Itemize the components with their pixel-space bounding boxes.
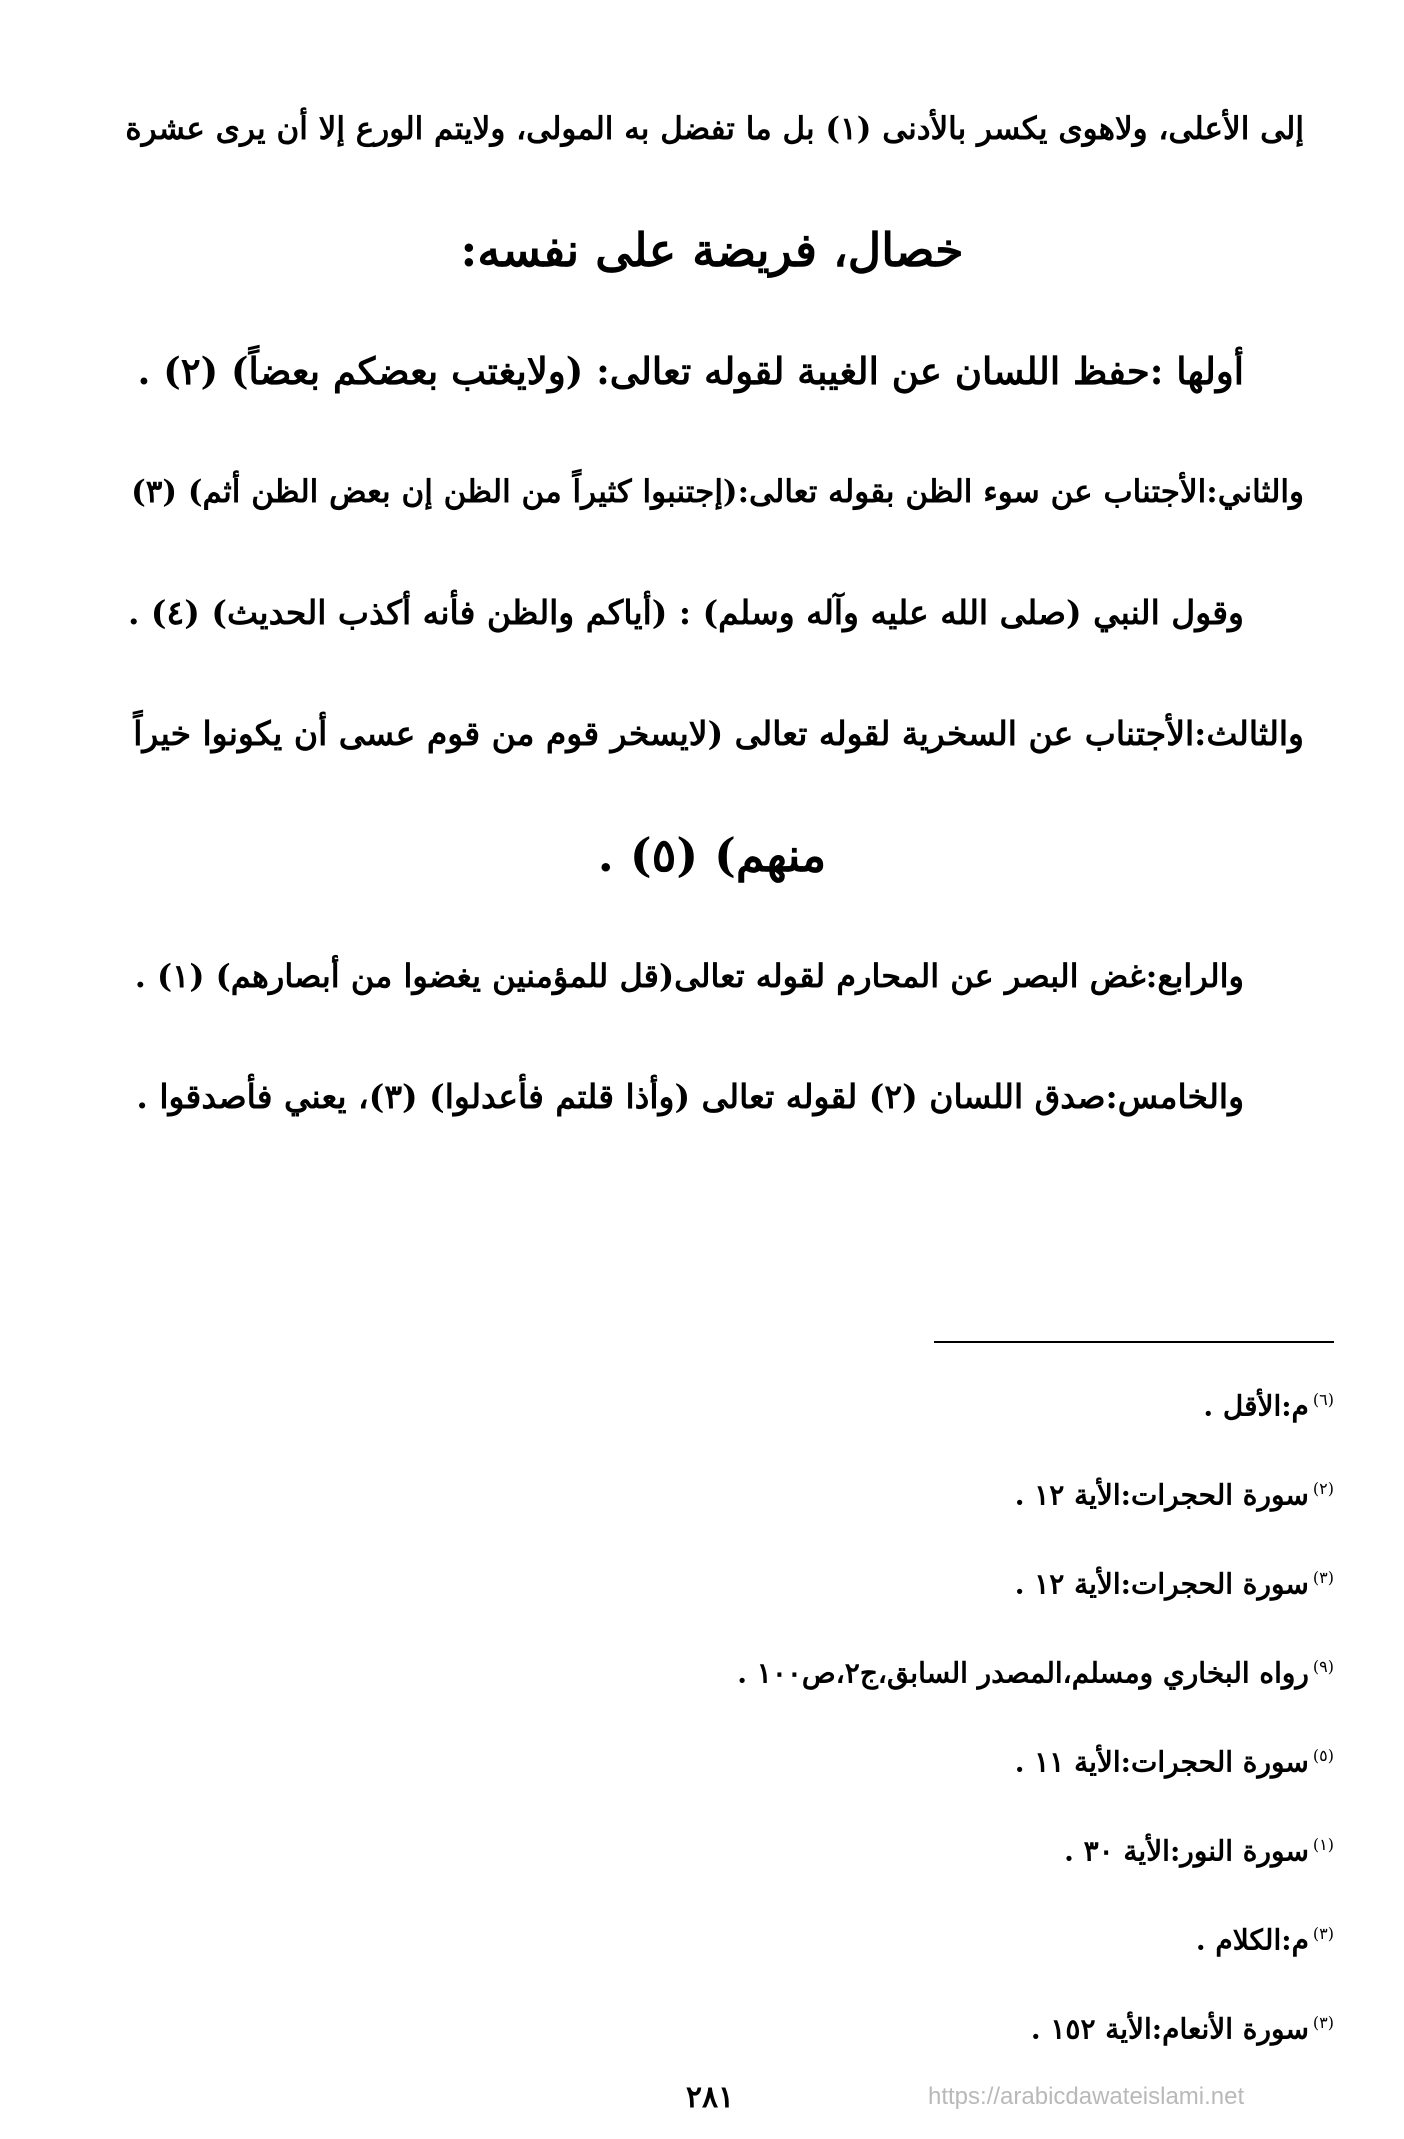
footnote-number: (٣) xyxy=(1312,2013,1334,2032)
footnote-item xyxy=(634,1734,1334,1778)
body-line-5: وقول النبي (صلى الله عليه وآله وسلم) : (أياكم والظن فأنه أكذب الحديث) (٤) . xyxy=(127,593,1244,632)
page-number: ٢٨١ xyxy=(685,2080,735,2115)
body-line-7: منهم) (٥) . xyxy=(597,828,827,882)
footnote-number: (٣) xyxy=(1312,1924,1334,1943)
body-line-9: والخامس:صدق اللسان (٢) لقوله تعالى (وأذا قلتم فأعدلوا) (٣)، يعني فأصدقوا . xyxy=(136,1077,1244,1116)
footnote-item xyxy=(634,1912,1334,1956)
watermark-link[interactable]: https://arabicdawateislami.net xyxy=(928,2083,1245,2110)
body-text xyxy=(120,100,1304,1189)
footnote-text: سورة الحجرات:الأية ١٢ . xyxy=(1014,1478,1309,1512)
footnote-item xyxy=(634,2001,1334,2045)
footnote-text: سورة الحجرات:الأية ١٢ . xyxy=(1014,1567,1309,1601)
footnote-item xyxy=(634,1467,1334,1511)
footnote-number: (٦) xyxy=(1312,1390,1334,1409)
footnote-item xyxy=(634,1556,1334,1600)
footnotes xyxy=(634,1378,1334,2090)
body-line-6: والثالث:الأجتناب عن السخرية لقوله تعالى (لايسخر قوم من قوم عسى أن يكونوا خيراً xyxy=(133,714,1304,753)
body-line-8: والرابع:غض البصر عن المحارم لقوله تعالى(قل للمؤمنين يغضوا من أبصارهم) (١) . xyxy=(134,957,1244,995)
body-line-2: خصال، فريضة على نفسه: xyxy=(460,223,964,277)
footnote-text: سورة الأنعام:الأية ١٥٢ . xyxy=(1030,2012,1309,2046)
footnote-item xyxy=(634,1378,1334,1422)
footnote-text: رواه البخاري ومسلم،المصدر السابق،ج٢،ص١٠٠ . xyxy=(737,1656,1309,1690)
footnote-item xyxy=(634,1645,1334,1689)
footnote-number: (٩) xyxy=(1312,1657,1334,1676)
footnote-number: (٥) xyxy=(1312,1746,1334,1765)
body-line-3: أولها :حفظ اللسان عن الغيبة لقوله تعالى: (ولايغتب بعضكم بعضاً) (٢) . xyxy=(137,349,1244,393)
footnote-text: سورة الحجرات:الأية ١١ . xyxy=(1014,1745,1309,1779)
footnote-item xyxy=(634,1823,1334,1867)
footnote-text: م:الكلام . xyxy=(1195,1923,1309,1957)
footnote-separator xyxy=(934,1341,1334,1343)
footnote-number: (٢) xyxy=(1312,1479,1334,1498)
footnote-text: سورة النور:الأية ٣٠ . xyxy=(1064,1834,1309,1868)
body-line-4: والثاني:الأجتناب عن سوء الظن بقوله تعالى:(إجتنبوا كثيراً من الظن إن بعض الظن أثم) (٣) xyxy=(131,474,1304,510)
footnote-number: (١) xyxy=(1312,1835,1334,1854)
body-line-1: إلى الأعلى، ولاهوى يكسر بالأدنى (١) بل ما تفضل به المولى، ولايتم الورع إلا أن يرى عشرة xyxy=(125,111,1304,147)
footnote-number: (٣) xyxy=(1312,1568,1334,1587)
footnote-text: م:الأقل . xyxy=(1203,1389,1309,1423)
